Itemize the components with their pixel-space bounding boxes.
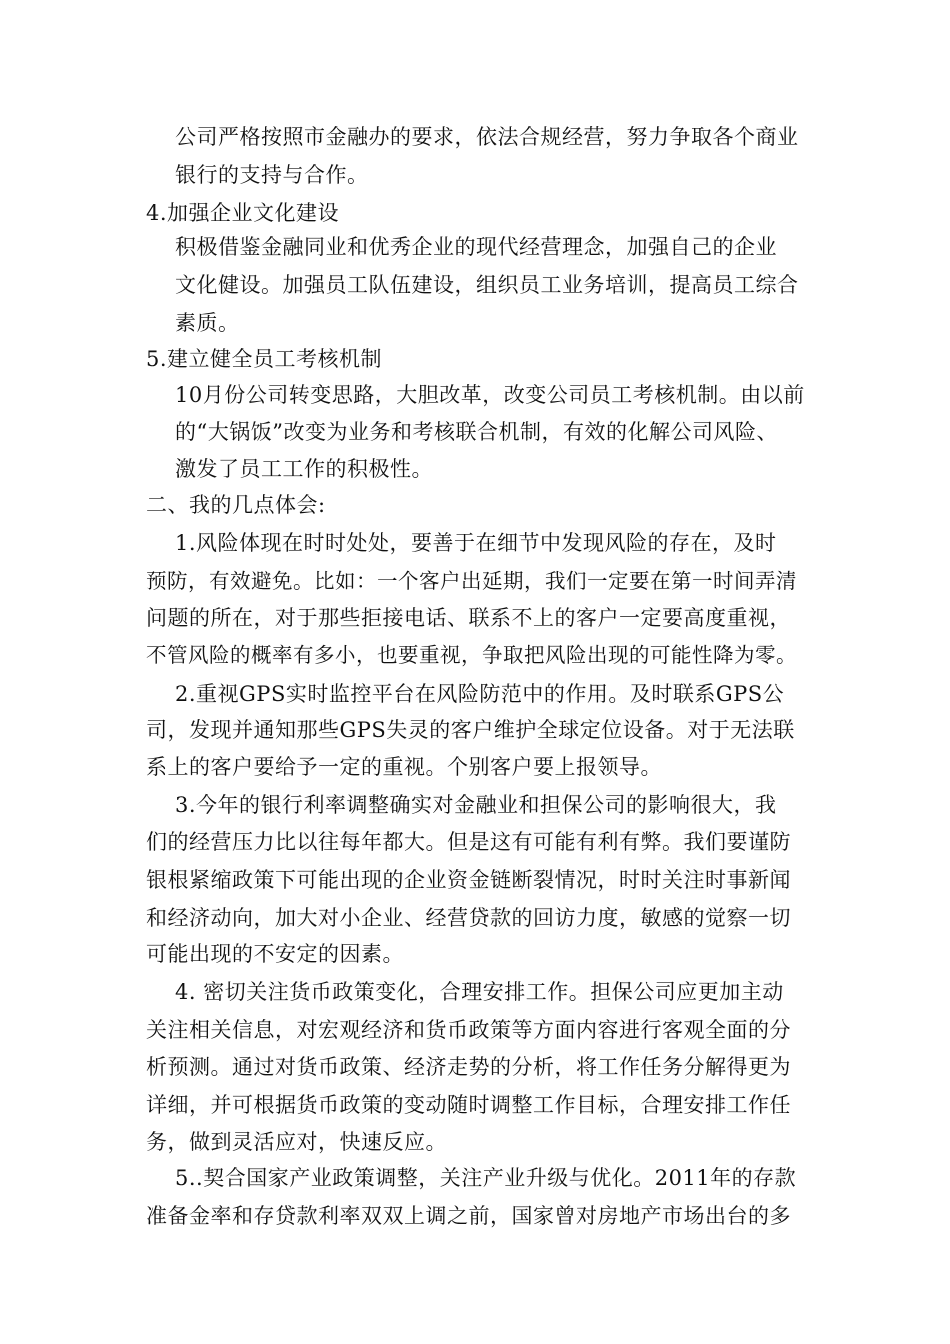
paragraph-line: 素质。	[175, 311, 240, 335]
paragraph-line: 不管风险的概率有多小，也要重视，争取把风险出现的可能性降为零。	[146, 643, 797, 667]
paragraph-line: 和经济动向，加大对小企业、经营贷款的回访力度，敏感的觉察一切	[146, 906, 791, 930]
paragraph-line: 预防，有效避免。比如：一个客户出延期，我们一定要在第一时间弄清	[146, 569, 797, 593]
paragraph-line: 准备金率和存贷款利率双双上调之前，国家曾对房地产市场出台的多	[146, 1204, 791, 1228]
paragraph-line: 析预测。通过对货币政策、经济走势的分析，将工作任务分解得更为	[146, 1055, 791, 1079]
paragraph-line: 1.风险体现在时时处处，要善于在细节中发现风险的存在，及时	[175, 531, 777, 555]
paragraph-line: 问题的所在，对于那些拒接电话、联系不上的客户一定要高度重视，	[146, 606, 791, 630]
paragraph-line: 的“大锅饭”改变为业务和考核联合机制，有效的化解公司风险、	[175, 420, 778, 444]
paragraph-line: 关注相关信息，对宏观经济和货币政策等方面内容进行客观全面的分	[146, 1018, 791, 1042]
paragraph-line: 银行的支持与合作。	[175, 163, 369, 187]
paragraph-line: 详细，并可根据货币政策的变动随时调整工作目标，合理安排工作任	[146, 1093, 791, 1117]
paragraph-line: 文化健设。加强员工队伍建设，组织员工业务培训，提高员工综合	[175, 273, 799, 297]
paragraph-line: 们的经营压力比以往每年都大。但是这有可能有利有弊。我们要谨防	[146, 830, 791, 854]
paragraph-line: 10月份公司转变思路，大胆改革，改变公司员工考核机制。由以前	[175, 383, 805, 407]
section-heading: 4.加强企业文化建设	[146, 201, 340, 225]
section-heading: 5.建立健全员工考核机制	[146, 347, 383, 371]
paragraph-line: 银根紧缩政策下可能出现的企业资金链断裂情况，时时关注时事新闻	[146, 868, 791, 892]
paragraph-line: 激发了员工工作的积极性。	[175, 457, 433, 481]
paragraph-line: 4. 密切关注货币政策变化，合理安排工作。担保公司应更加主动	[175, 980, 784, 1004]
paragraph-line: 司，发现并通知那些GPS失灵的客户维护全球定位设备。对于无法联	[146, 718, 795, 742]
paragraph-line: 2.重视GPS实时监控平台在风险防范中的作用。及时联系GPS公	[175, 682, 785, 706]
section-heading: 二、我的几点体会:	[146, 493, 326, 517]
paragraph-line: 3.今年的银行利率调整确实对金融业和担保公司的影响很大，我	[175, 793, 777, 817]
paragraph-line: 5..契合国家产业政策调整，关注产业升级与优化。2011年的存款	[175, 1166, 797, 1190]
paragraph-line: 积极借鉴金融同业和优秀企业的现代经营理念，加强自己的企业	[175, 235, 777, 259]
paragraph-line: 务，做到灵活应对，快速反应。	[146, 1130, 447, 1154]
paragraph-line: 系上的客户要给予一定的重视。个别客户要上报领导。	[146, 755, 662, 779]
paragraph-line: 公司严格按照市金融办的要求，依法合规经营，努力争取各个商业	[175, 125, 799, 149]
paragraph-line: 可能出现的不安定的因素。	[146, 942, 404, 966]
